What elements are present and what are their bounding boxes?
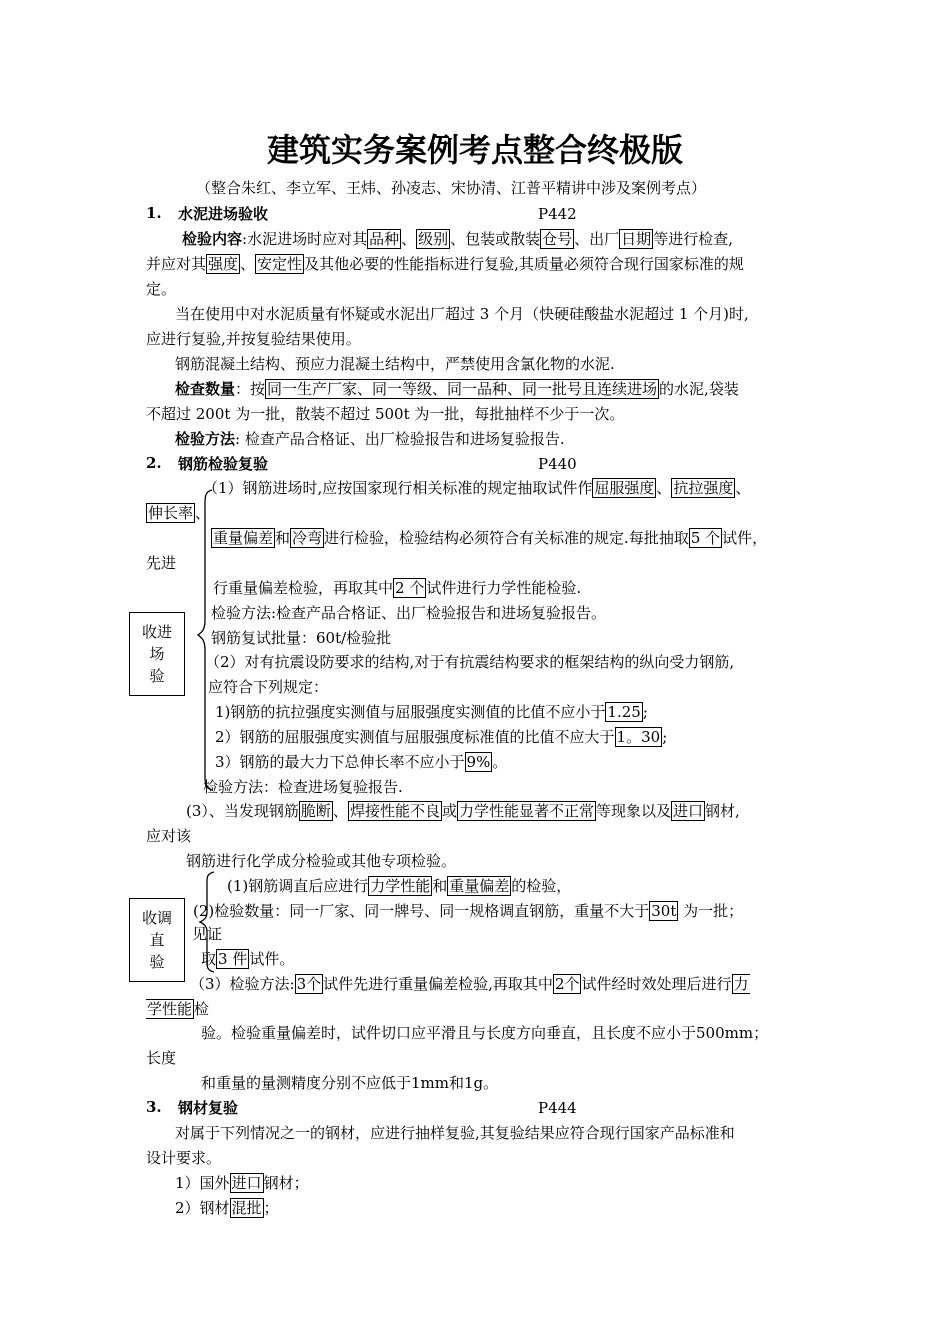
s1-line-inspection-content: 检验内容:水泥进场时应对其 品种 、 级别 、包装或散装 仓号 、出厂 日期 等进行检查, [182, 230, 733, 248]
keyword-3-pieces: 3 件 [218, 950, 248, 968]
s1-line-4: 当在使用中对水泥质量有怀疑或水泥出厂超过 3 个月（快硬硅酸盐水泥超过 1 个月)时, [175, 305, 749, 323]
keyword-abnormal-mechanics: 力学性能显著不正常 [458, 802, 594, 820]
s2-p2-line-d: 2）钢筋的屈服强度实测值与屈服强度标准值的比值不应大于 1。30 ; [215, 728, 668, 746]
keyword-warehouse-no: 仓号 [542, 230, 573, 248]
keyword-imported-steel: 进口 [231, 1174, 262, 1192]
s2-p3-line-c: 钢筋进行化学成分检验或其他专项检验。 [186, 852, 457, 870]
s1-line-8: 不超过 200t 为一批，散装不超过 500t 为一批，每批抽样不少于一次。 [146, 405, 625, 423]
s2-p1-line-d: 先进 [146, 554, 177, 572]
s2-p2-line-f: 检验方法：检查进场复验报告. [203, 778, 403, 796]
keyword-grade: 级别 [418, 230, 449, 248]
keyword-cold-bend: 冷弯 [292, 529, 323, 547]
s1-line-retest: 并应对其 强度 、 安定性 及其他必要的性能指标进行复验,其质量必须符合现行国家标准的规 [146, 255, 744, 273]
s1-line-5: 应进行复验,并按复验结果使用。 [146, 330, 361, 348]
s1-line-quantity: 检查数量：按 同一生产厂家、同一等级、同一品种、同一批号且连续进场 的水泥,袋装 [175, 380, 739, 398]
s2-q3-line-c: 验。检验重量偏差时，试件切口应平滑且与长度方向垂直，且长度不应小于500mm； [201, 1024, 769, 1042]
keyword-weight-deviation: 重量偏差 [213, 529, 274, 547]
keyword-2-pieces: 2 个 [395, 579, 425, 597]
keyword-batch-rule: 同一生产厂家、同一等级、同一品种、同一批号且连续进场 [267, 380, 658, 398]
section-2-heading: 钢筋检验复验 [178, 455, 269, 473]
s1-line-6: 钢筋混凝土结构、预应力混凝土结构中，严禁使用含氯化物的水泥. [175, 355, 615, 373]
keyword-poor-weldability: 焊接性能不良 [349, 802, 440, 820]
s2-p1-line-c: 重量偏差 和 冷弯 进行检验，检验结构必须符合有关标准的规定.每批抽取 5 个 试件， [213, 529, 768, 547]
side-label-box-straightening: 收调 直 验 [129, 898, 185, 982]
section-3-number: 3. [146, 1098, 162, 1116]
keyword-date: 日期 [621, 230, 652, 248]
s2-p3-line-b: 应对该 [146, 827, 192, 845]
s2-q2-fragment: 见证 [192, 925, 223, 943]
keyword-3-pieces-b: 3个 [296, 975, 322, 993]
s2-p1-line-f: 检验方法:检查产品合格证、出厂检验报告和进场复验报告。 [211, 604, 607, 622]
s2-p2-line-a: （2）对有抗震设防要求的结构,对于有抗震结构要求的框架结构的纵向受力钢筋, [205, 653, 735, 671]
s2-p1-line-e: 行重量偏差检验，再取其中 2 个 试件进行力学性能检验. [213, 579, 582, 597]
keyword-ratio-1-30: 1。30 [616, 728, 661, 746]
section-1-page-ref: P442 [538, 205, 577, 223]
curly-brace-1 [196, 490, 214, 790]
keyword-soundness: 安定性 [257, 255, 303, 273]
keyword-weight-deviation-2: 重量偏差 [449, 877, 510, 895]
s2-q3-line-b: 学性能 检 [147, 1000, 210, 1018]
s2-p2-line-c: 1)钢筋的抗拉强度实测值与屈服强度实测值的比值不应小于 1.25 ; [215, 703, 648, 721]
s2-p1-line-a: （1）钢筋进场时,应按国家现行相关标准的规定抽取试件作 屈服强度 、 抗拉强度 、 [203, 479, 751, 497]
keyword-mixed-batch: 混批 [231, 1199, 262, 1217]
keyword-brittle-fracture: 脆断 [300, 802, 331, 820]
s2-p3-line-a: (3）、当发现钢筋 脆断 、 焊接性能不良 或 力学性能显著不正常 等现象以及 进口 钢材, [186, 802, 740, 820]
section-3-page-ref: P444 [538, 1099, 577, 1117]
keyword-ratio-1-25: 1.25 [607, 703, 641, 721]
section-2-number: 2. [146, 454, 162, 472]
keyword-li: 力 [733, 975, 749, 993]
keyword-mechanical-properties: 力学性能 [370, 877, 431, 895]
s2-q3-line-a: （3）检验方法: 3个 试件先进行重量偏差检验,再取其中 2个 试件经时效处理后进行 力 [190, 975, 749, 993]
s2-q3-line-d: 长度 [146, 1049, 177, 1067]
s3-line-1: 对属于下列情况之一的钢材，应进行抽样复验,其复验结果应符合现行国家产品标准和 [175, 1124, 735, 1142]
keyword-variety: 品种 [369, 230, 400, 248]
s2-q2-line-b: 取 3 件 试件。 [201, 950, 295, 968]
section-3-heading: 钢材复验 [178, 1099, 239, 1117]
s2-p1-line-g: 钢筋复试批量：60t/检验批 [211, 629, 392, 647]
section-2-page-ref: P440 [538, 455, 577, 473]
s2-p2-line-b: 应符合下列规定： [208, 678, 329, 696]
s2-q3-line-e: 和重量的量测精度分别不应低于1mm和1g。 [201, 1074, 499, 1092]
keyword-xueneng: 学性能 [147, 1000, 193, 1018]
label-inspection-quantity: 检查数量 [175, 380, 236, 398]
keyword-30t: 30t [651, 902, 677, 920]
s3-line-2: 设计要求。 [146, 1149, 222, 1167]
label-inspection-content: 检验内容 [182, 230, 243, 248]
s1-line-3: 定。 [146, 280, 177, 298]
s2-p1-line-b: 伸长率 、 [148, 504, 211, 522]
s3-line-3: 1）国外 进口 钢材； [175, 1174, 309, 1192]
s2-q1-line: (1)钢筋调直后应进行 力学性能 和 重量偏差 的检验， [227, 877, 572, 895]
section-1-number: 1. [146, 204, 162, 222]
document-subtitle: （整合朱红、李立军、王炜、孙凌志、宋协清、江普平精讲中涉及案例考点） [196, 179, 707, 197]
keyword-tensile-strength: 抗拉强度 [673, 479, 734, 497]
s2-p2-line-e: 3）钢筋的最大力下总伸长率不应小于 9% 。 [215, 753, 508, 771]
s3-line-4: 2）钢材 混批 ； [175, 1199, 279, 1217]
side-label-box-entry-inspection: 收进 场 验 [129, 612, 185, 696]
keyword-elongation: 伸长率 [148, 504, 194, 522]
keyword-imported: 进口 [673, 802, 704, 820]
s1-line-method: 检验方法: 检查产品合格证、出厂检验报告和进场复验报告. [175, 430, 565, 448]
document-title: 建筑实务案例考点整合终极版 [266, 131, 683, 169]
keyword-9-percent: 9% [466, 753, 491, 771]
keyword-yield-strength: 屈服强度 [594, 479, 655, 497]
section-1-heading: 水泥进场验收 [178, 205, 269, 223]
s2-q2-line-a: (2)检验数量：同一厂家、同一牌号、同一规格调直钢筋，重量不大于 30t 为一批； [193, 902, 744, 920]
label-inspection-method: 检验方法 [175, 430, 236, 448]
keyword-2-pieces-b: 2个 [554, 975, 580, 993]
keyword-5-pieces: 5 个 [690, 529, 721, 547]
keyword-strength: 强度 [208, 255, 239, 273]
